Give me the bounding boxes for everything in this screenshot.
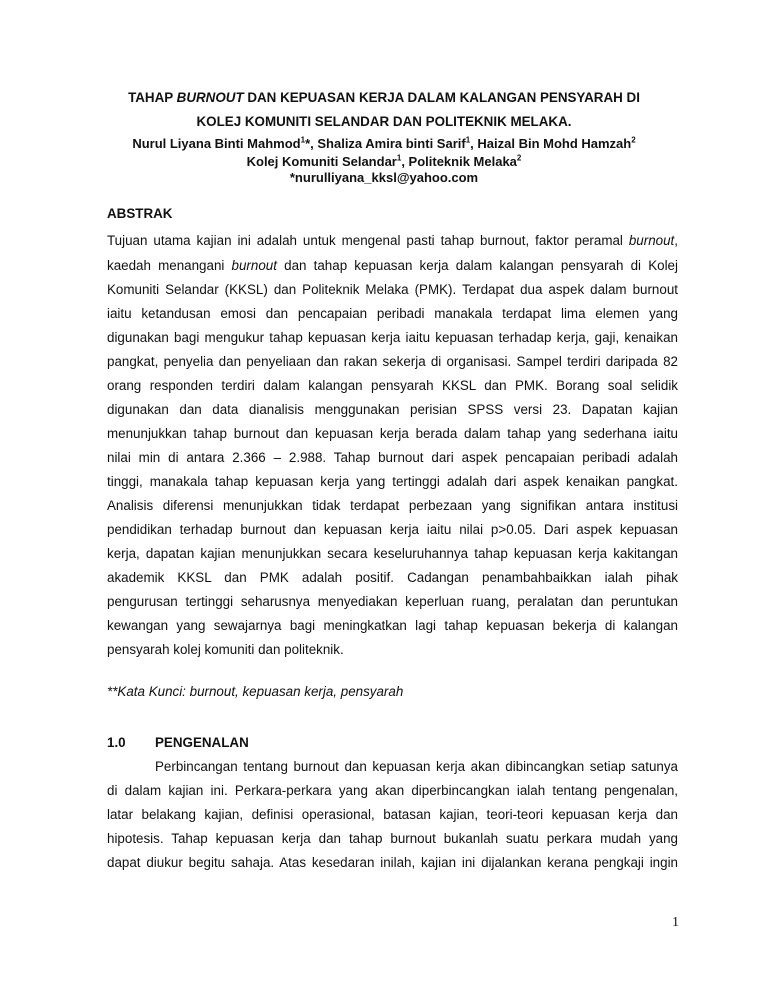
affiliations: Kolej Komuniti Selandar$^1$, Politeknik Melaka$^2$ (246, 153, 522, 169)
abstract-line: iaitu ketandusan emosi dan pencapaian peribadi manakala terdapat lima elemen yang (107, 306, 678, 321)
abstract-line: nilai min di antara 2.366 – 2.988. Tahap burnout dari aspek pencapaian peribadi adalah (107, 450, 678, 465)
paper-title-line-2: KOLEJ KOMUNITI SELANDAR DAN POLITEKNIK MELAKA. (196, 114, 572, 129)
page-number: 1 (672, 915, 679, 930)
paragraph-line: hipotesis. Tahap kepuasan kerja dan tahap burnout bukanlah suatu perkara mudah yang (107, 831, 678, 846)
abstract-line: Tujuan utama kajian ini adalah untuk mengenal pasti tahap burnout, faktor peramal burnout, (107, 233, 678, 248)
abstract-line: digunakan dan data dianalisis menggunakan perisian SPSS versi 23. Dapatan kajian (107, 402, 678, 417)
title-emphasis: BURNOUT (176, 90, 244, 105)
abstract-line: digunakan bagi mengukur tahap kepuasan kerja iaitu kepuasan terhadap kerja, gaji, kenaikan (107, 330, 678, 345)
paper-title-line-1: TAHAP BURNOUT DAN KEPUASAN KERJA DALAM KALANGAN PENSYARAH DI (128, 90, 640, 105)
paragraph-line: latar belakang kajian, definisi operasional, batasan kajian, teori-teori kepuasan kerja dan (107, 807, 678, 822)
author-list: Nurul Liyana Binti Mahmod$^1$*, Shaliza Amira binti Sarif$^1$, Haizal Bin Mohd Hamzah$^2$ (132, 135, 636, 151)
abstract-line: tinggi, manakala tahap kepuasan kerja yang tertinggi adalah dari aspek kenaikan pangkat. (107, 474, 678, 489)
abstract-line: Analisis diferensi menunjukkan tidak terdapat perbezaan yang signifikan antara institusi (107, 498, 678, 513)
section-number: 1.0 (107, 735, 126, 750)
abstract-line: orang responden terdiri dalam kalangan pensyarah KKSL dan PMK. Borang soal selidik (107, 378, 678, 393)
paragraph-line: Perbincangan tentang burnout dan kepuasan kerja akan dibincangkan setiap satunya (155, 759, 678, 774)
abstract-line: Komuniti Selandar (KKSL) dan Politeknik Melaka (PMK). Terdapat dua aspek dalam burnout (107, 282, 678, 297)
abstract-line: menunjukkan tahap burnout dan kepuasan kerja berada dalam tahap yang sederhana iaitu (107, 426, 678, 441)
keywords: **Kata Kunci: burnout, kepuasan kerja, pensyarah (107, 684, 404, 699)
corresponding-email: *nurulliyana_kksl@yahoo.com (289, 170, 479, 185)
abstract-line: pendidikan terhadap burnout dan kepuasan kerja iaitu nilai p>0.05. Dari aspek kepuasan (107, 522, 678, 537)
abstract-line: akademik KKSL dan PMK adalah positif. Cadangan penambahbaikkan ialah pihak (107, 570, 678, 585)
abstract-heading: ABSTRAK (107, 206, 173, 221)
section-title: PENGENALAN (155, 735, 249, 750)
paragraph-line: di dalam kajian ini. Perkara-perkara yang akan diperbincangkan ialah tentang pengenalan, (107, 783, 678, 798)
abstract-line: kaedah menangani burnout dan tahap kepuasan kerja dalam kalangan pensyarah di Kolej (107, 258, 678, 273)
abstract-line: kewangan yang sewajarnya bagi meningkatkan lagi tahap kepuasan bekerja di kalangan (107, 618, 678, 633)
abstract-line: pensyarah kolej komuniti dan politeknik. (107, 642, 344, 657)
abstract-line: pangkat, penyelia dan penyeliaan dan rakan sekerja di organisasi. Sampel terdiri daripada 82 (107, 354, 678, 369)
abstract-line: pengurusan tertinggi seharusnya menyediakan keperluan ruang, peralatan dan peruntukan (107, 594, 678, 609)
paragraph-line: dapat diukur begitu sahaja. Atas kesedaran inilah, kajian ini dijalankan kerana pengkaji ingin (107, 855, 678, 870)
abstract-line: kerja, dapatan kajian menunjukkan secara keseluruhannya tahap kepuasan kerja kakitangan (107, 546, 678, 561)
